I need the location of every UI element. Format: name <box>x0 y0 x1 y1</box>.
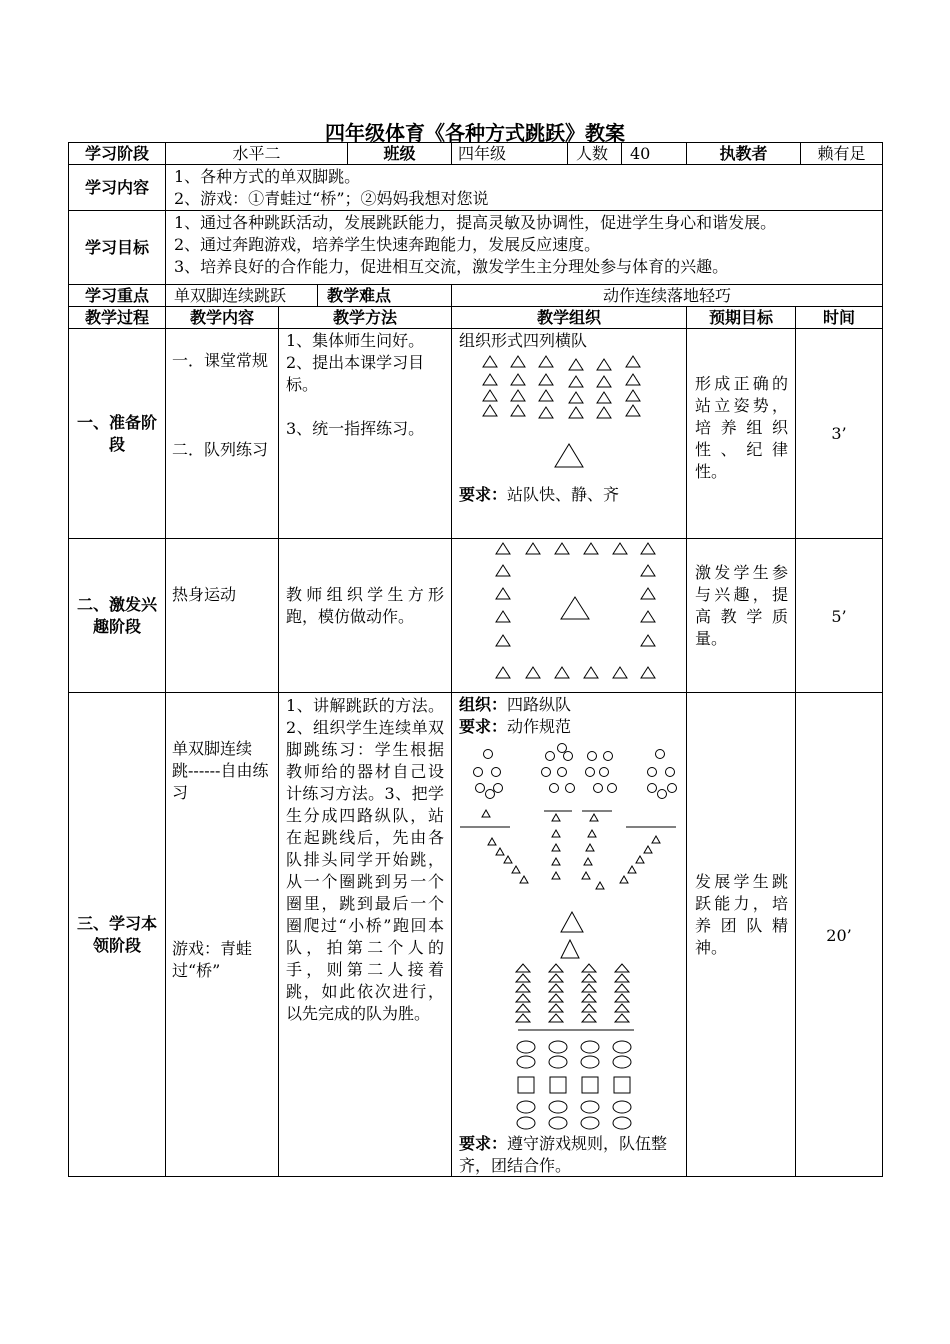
count-value: 40 <box>630 144 651 163</box>
section1-method-2: 2、提出本课学习目标。 <box>286 353 425 394</box>
goals-line-3: 3、培养良好的合作能力，促进相互交流，激发学生主分理处参与体育的兴趣。 <box>174 257 729 276</box>
content-line-2: 2、游戏：①青蛙过“桥”；②妈妈我想对您说 <box>174 189 489 208</box>
section3-req2-label: 要求： <box>459 1134 508 1153</box>
content-label: 学习内容 <box>84 177 149 197</box>
square-run-diagram <box>452 539 686 692</box>
section3-content-a: 单双脚连续跳------自由练习 <box>172 739 269 802</box>
section2-stage: 二、激发兴趣阶段 <box>76 594 157 636</box>
col-organization: 教学组织 <box>536 307 601 327</box>
section1-method-3: 3、统一指挥练习。 <box>286 419 425 438</box>
stage-label: 学习阶段 <box>84 143 149 163</box>
difficulty-value: 动作连续落地轻巧 <box>602 286 731 305</box>
section1-requirement <box>459 484 679 506</box>
section3-req1-label: 要求： <box>459 717 508 736</box>
col-process: 教学过程 <box>84 307 149 327</box>
section1-content-b: 二．队列练习 <box>172 440 269 459</box>
section1-req-label: 要求： <box>459 485 508 504</box>
section3-stage: 三、学习本领阶段 <box>76 914 157 955</box>
section3-org-text: 四路纵队 <box>507 695 572 714</box>
section1-goal: 形成正确的站立姿势，培养组织性、纪律性。 <box>695 374 788 481</box>
section2-time: 5’ <box>831 607 847 626</box>
section3-content-b: 游戏：青蛙过“桥” <box>172 939 253 980</box>
section3-req2-text: 遵守游戏规则，队伍整齐，团结合作。 <box>459 1134 668 1175</box>
grade-label: 班级 <box>383 143 416 163</box>
section3-time: 20’ <box>826 926 852 945</box>
content-line-1: 1、各种方式的单双脚跳。 <box>174 167 361 186</box>
key-point-value: 单双脚连续跳跃 <box>174 286 287 305</box>
section2-method: 教师组织学生方形跑，模仿做动作。 <box>286 585 444 626</box>
section3-req1 <box>459 716 679 738</box>
col-time: 时间 <box>822 307 855 327</box>
section1-method-1: 1、集体师生问好。 <box>286 331 425 350</box>
section1-req-text: 站队快、静、齐 <box>507 485 620 504</box>
section1-method <box>286 330 446 460</box>
grade-value: 四年级 <box>458 144 507 163</box>
section1-content-a: 一．课堂常规 <box>172 351 269 370</box>
section3-req1-text: 动作规范 <box>507 717 572 736</box>
teacher-value: 赖有足 <box>817 144 866 163</box>
section1-stage: 一、准备阶段 <box>76 412 157 454</box>
section2-goal: 激发学生参与兴趣，提高教学质量。 <box>695 563 788 648</box>
page-title: 四年级体育《各种方式跳跃》教案 <box>325 121 625 145</box>
four-column-formation-diagram <box>452 738 686 1134</box>
goals-text <box>174 212 882 284</box>
formation-diagram-four-rows <box>452 352 686 477</box>
content-text <box>174 166 879 210</box>
section3-method: 1、讲解跳跃的方法。2、组织学生连续单双脚跳练习：学生根据教师给的器材自己设计练习方法。3、把学生分成四路纵队，站在起跳线后，先由各队排头同学开始跳，从一个圈跳到另一个圈里，跳到最后一个圈爬过“小桥”跑回本队，拍第二个人的手，则第二人接着跳，如此依次进行，以先完成的队为胜。 <box>286 696 444 1023</box>
col-content: 教学内容 <box>189 307 254 327</box>
section3-org <box>459 694 679 716</box>
section1-org-caption: 组织形式四列横队 <box>459 331 588 350</box>
section1-time: 3’ <box>831 424 847 443</box>
section3-req2 <box>459 1133 681 1177</box>
col-method: 教学方法 <box>332 307 397 327</box>
section3-goal: 发展学生跳跃能力，培养团队精神。 <box>695 872 788 957</box>
section2-content: 热身运动 <box>172 585 237 604</box>
goals-line-1: 1、通过各种跳跃活动，发展跳跃能力，提高灵敏及协调性，促进学生身心和谐发展。 <box>174 213 777 232</box>
teacher-label: 执教者 <box>719 143 768 163</box>
count-label: 人数 <box>576 144 609 163</box>
goals-label: 学习目标 <box>84 237 149 257</box>
col-goal: 预期目标 <box>708 307 773 327</box>
stage-value: 水平二 <box>232 144 281 163</box>
key-point-label: 学习重点 <box>84 285 149 305</box>
section3-org-label: 组织： <box>459 695 508 714</box>
difficulty-label: 教学难点 <box>327 286 392 305</box>
goals-line-2: 2、通过奔跑游戏，培养学生快速奔跑能力，发展反应速度。 <box>174 235 601 254</box>
